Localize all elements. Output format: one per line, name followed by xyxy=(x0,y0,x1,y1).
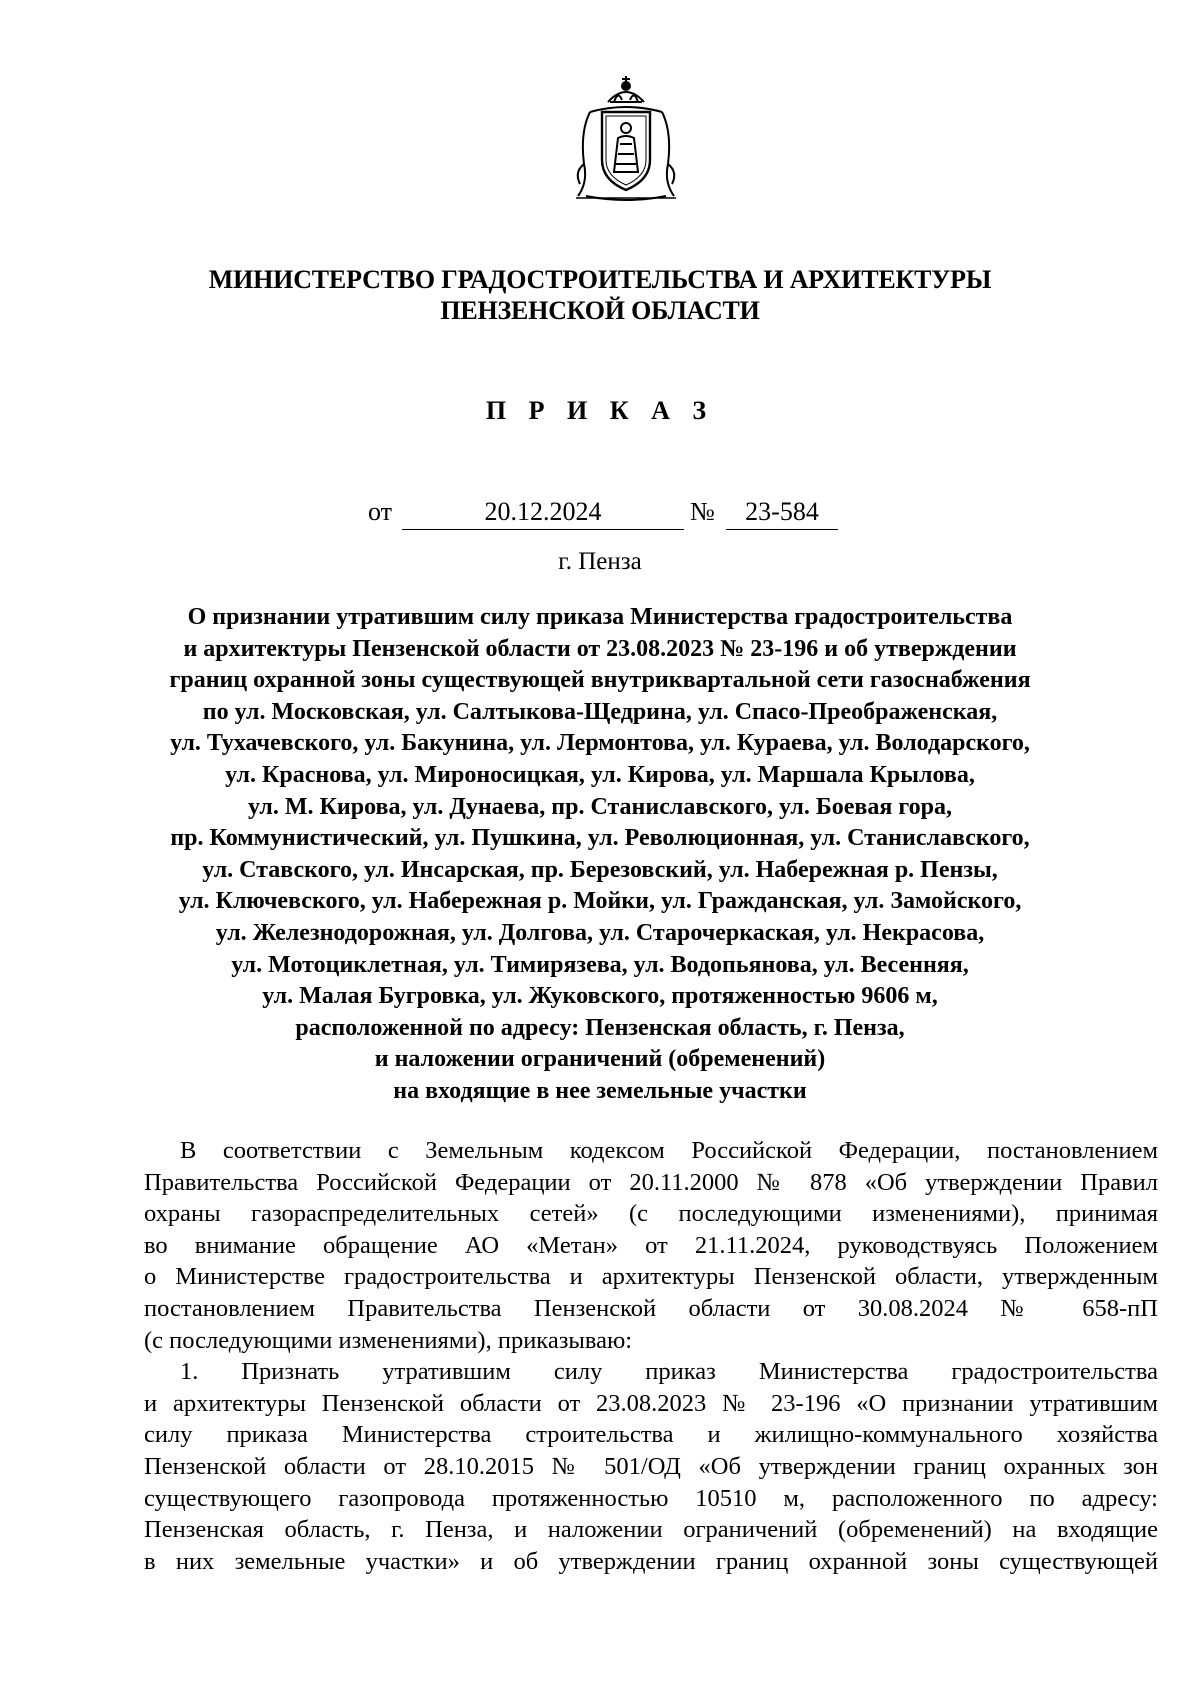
body-line: Пензенская область, г. Пенза, и наложении ограничений (обременений) на входящие xyxy=(144,1516,1158,1544)
number-sign-label: № xyxy=(690,497,715,526)
document-dateline xyxy=(0,497,1200,537)
subject-line: О признании утратившим силу приказа Министерства градостроительства xyxy=(187,604,1013,630)
body-line: в них земельные участки» и об утверждении границ охранной зоны существующей xyxy=(144,1547,1158,1575)
body-line: постановлением Правительства Пензенской области от 30.08.2024 № 658-пП xyxy=(144,1294,1158,1322)
document-type-title: П Р И К А З xyxy=(485,396,715,425)
subject-line: и архитектуры Пензенской области от 23.08.2023 № 23-196 и об утверждении xyxy=(183,635,1017,662)
body-line: силу приказа Министерства строительства и жилищно-коммунального хозяйства xyxy=(144,1421,1158,1449)
ministry-name-line-1: МИНИСТЕРСТВО ГРАДОСТРОИТЕЛЬСТВА И АРХИТЕКТУРЫ xyxy=(208,265,992,294)
subject-line: ул. М. Кирова, ул. Дунаева, пр. Станиславского, ул. Боевая гора, xyxy=(247,793,953,820)
subject-line: по ул. Московская, ул. Салтыкова-Щедрина, ул. Спасо-Преображенская, xyxy=(202,698,998,725)
body-line: существующего газопровода протяженностью 10510 м, расположенного по адресу: xyxy=(144,1484,1158,1512)
document-date: 20.12.2024 xyxy=(402,497,684,530)
document-subject xyxy=(120,602,1080,1108)
document-number: 23-584 xyxy=(726,497,838,530)
body-line: и архитектуры Пензенской области от 23.08.2023 № 23-196 «О признании утратившим xyxy=(144,1389,1158,1417)
subject-line: ул. Ключевского, ул. Набережная р. Мойки, ул. Гражданская, ул. Замойского, xyxy=(178,888,1022,915)
subject-line: ул. Тухачевского, ул. Бакунина, ул. Лермонтова, ул. Кураева, ул. Володарского, xyxy=(170,730,1030,757)
ministry-name xyxy=(140,264,1060,326)
body-line: Пензенской области от 28.10.2015 № 501/ОД «Об утверждении границ охранных зон xyxy=(144,1452,1158,1480)
body-line: во внимание обращение АО «Метан» от 21.11.2024, руководствуясь Положением xyxy=(144,1231,1158,1259)
body-line: В соответствии с Земельным кодексом Российской Федерации, постановлением xyxy=(180,1137,1158,1164)
subject-line: границ охранной зоны существующей внутриквартальной сети газоснабжения xyxy=(169,667,1031,694)
subject-line: ул. Малая Бугровка, ул. Жуковского, протяженностью 9606 м, xyxy=(262,983,938,1010)
document-body xyxy=(144,1135,1158,1577)
body-line: Правительства Российской Федерации от 20.11.2000 № 878 «Об утверждении Правил xyxy=(144,1168,1158,1196)
ministry-name-line-2: ПЕНЗЕНСКОЙ ОБЛАСТИ xyxy=(440,296,760,325)
body-line: 1. Признать утратившим силу приказ Министерства градостроительства xyxy=(180,1358,1158,1386)
body-line: охраны газораспределительных сетей» (с последующими изменениями), принимая xyxy=(144,1200,1158,1228)
subject-line: пр. Коммунистический, ул. Пушкина, ул. Революционная, ул. Станиславского, xyxy=(170,825,1030,852)
subject-line: ул. Железнодорожная, ул. Долгова, ул. Старочеркаская, ул. Некрасова, xyxy=(215,919,985,946)
document-city: г. Пенза xyxy=(558,548,642,575)
subject-line: ул. Ставского, ул. Инсарская, пр. Березовский, ул. Набережная р. Пензы, xyxy=(202,856,998,883)
coat-of-arms-icon xyxy=(570,72,682,204)
subject-line: на входящие в нее земельные участки xyxy=(393,1077,807,1104)
body-line: о Министерстве градостроительства и архитектуры Пензенской области, утвержденным xyxy=(144,1263,1158,1291)
subject-line: и наложении ограничений (обременений) xyxy=(374,1046,826,1073)
subject-line: ул. Краснова, ул. Мироносицкая, ул. Кирова, ул. Маршала Крылова, xyxy=(225,761,975,788)
subject-line: расположенной по адресу: Пензенская область, г. Пенза, xyxy=(295,1014,905,1041)
date-from-label: от xyxy=(368,497,393,526)
body-line: (с последующими изменениями), приказываю: xyxy=(144,1326,633,1354)
subject-line: ул. Мотоциклетная, ул. Тимирязева, ул. Водопьянова, ул. Весенняя, xyxy=(231,951,969,978)
